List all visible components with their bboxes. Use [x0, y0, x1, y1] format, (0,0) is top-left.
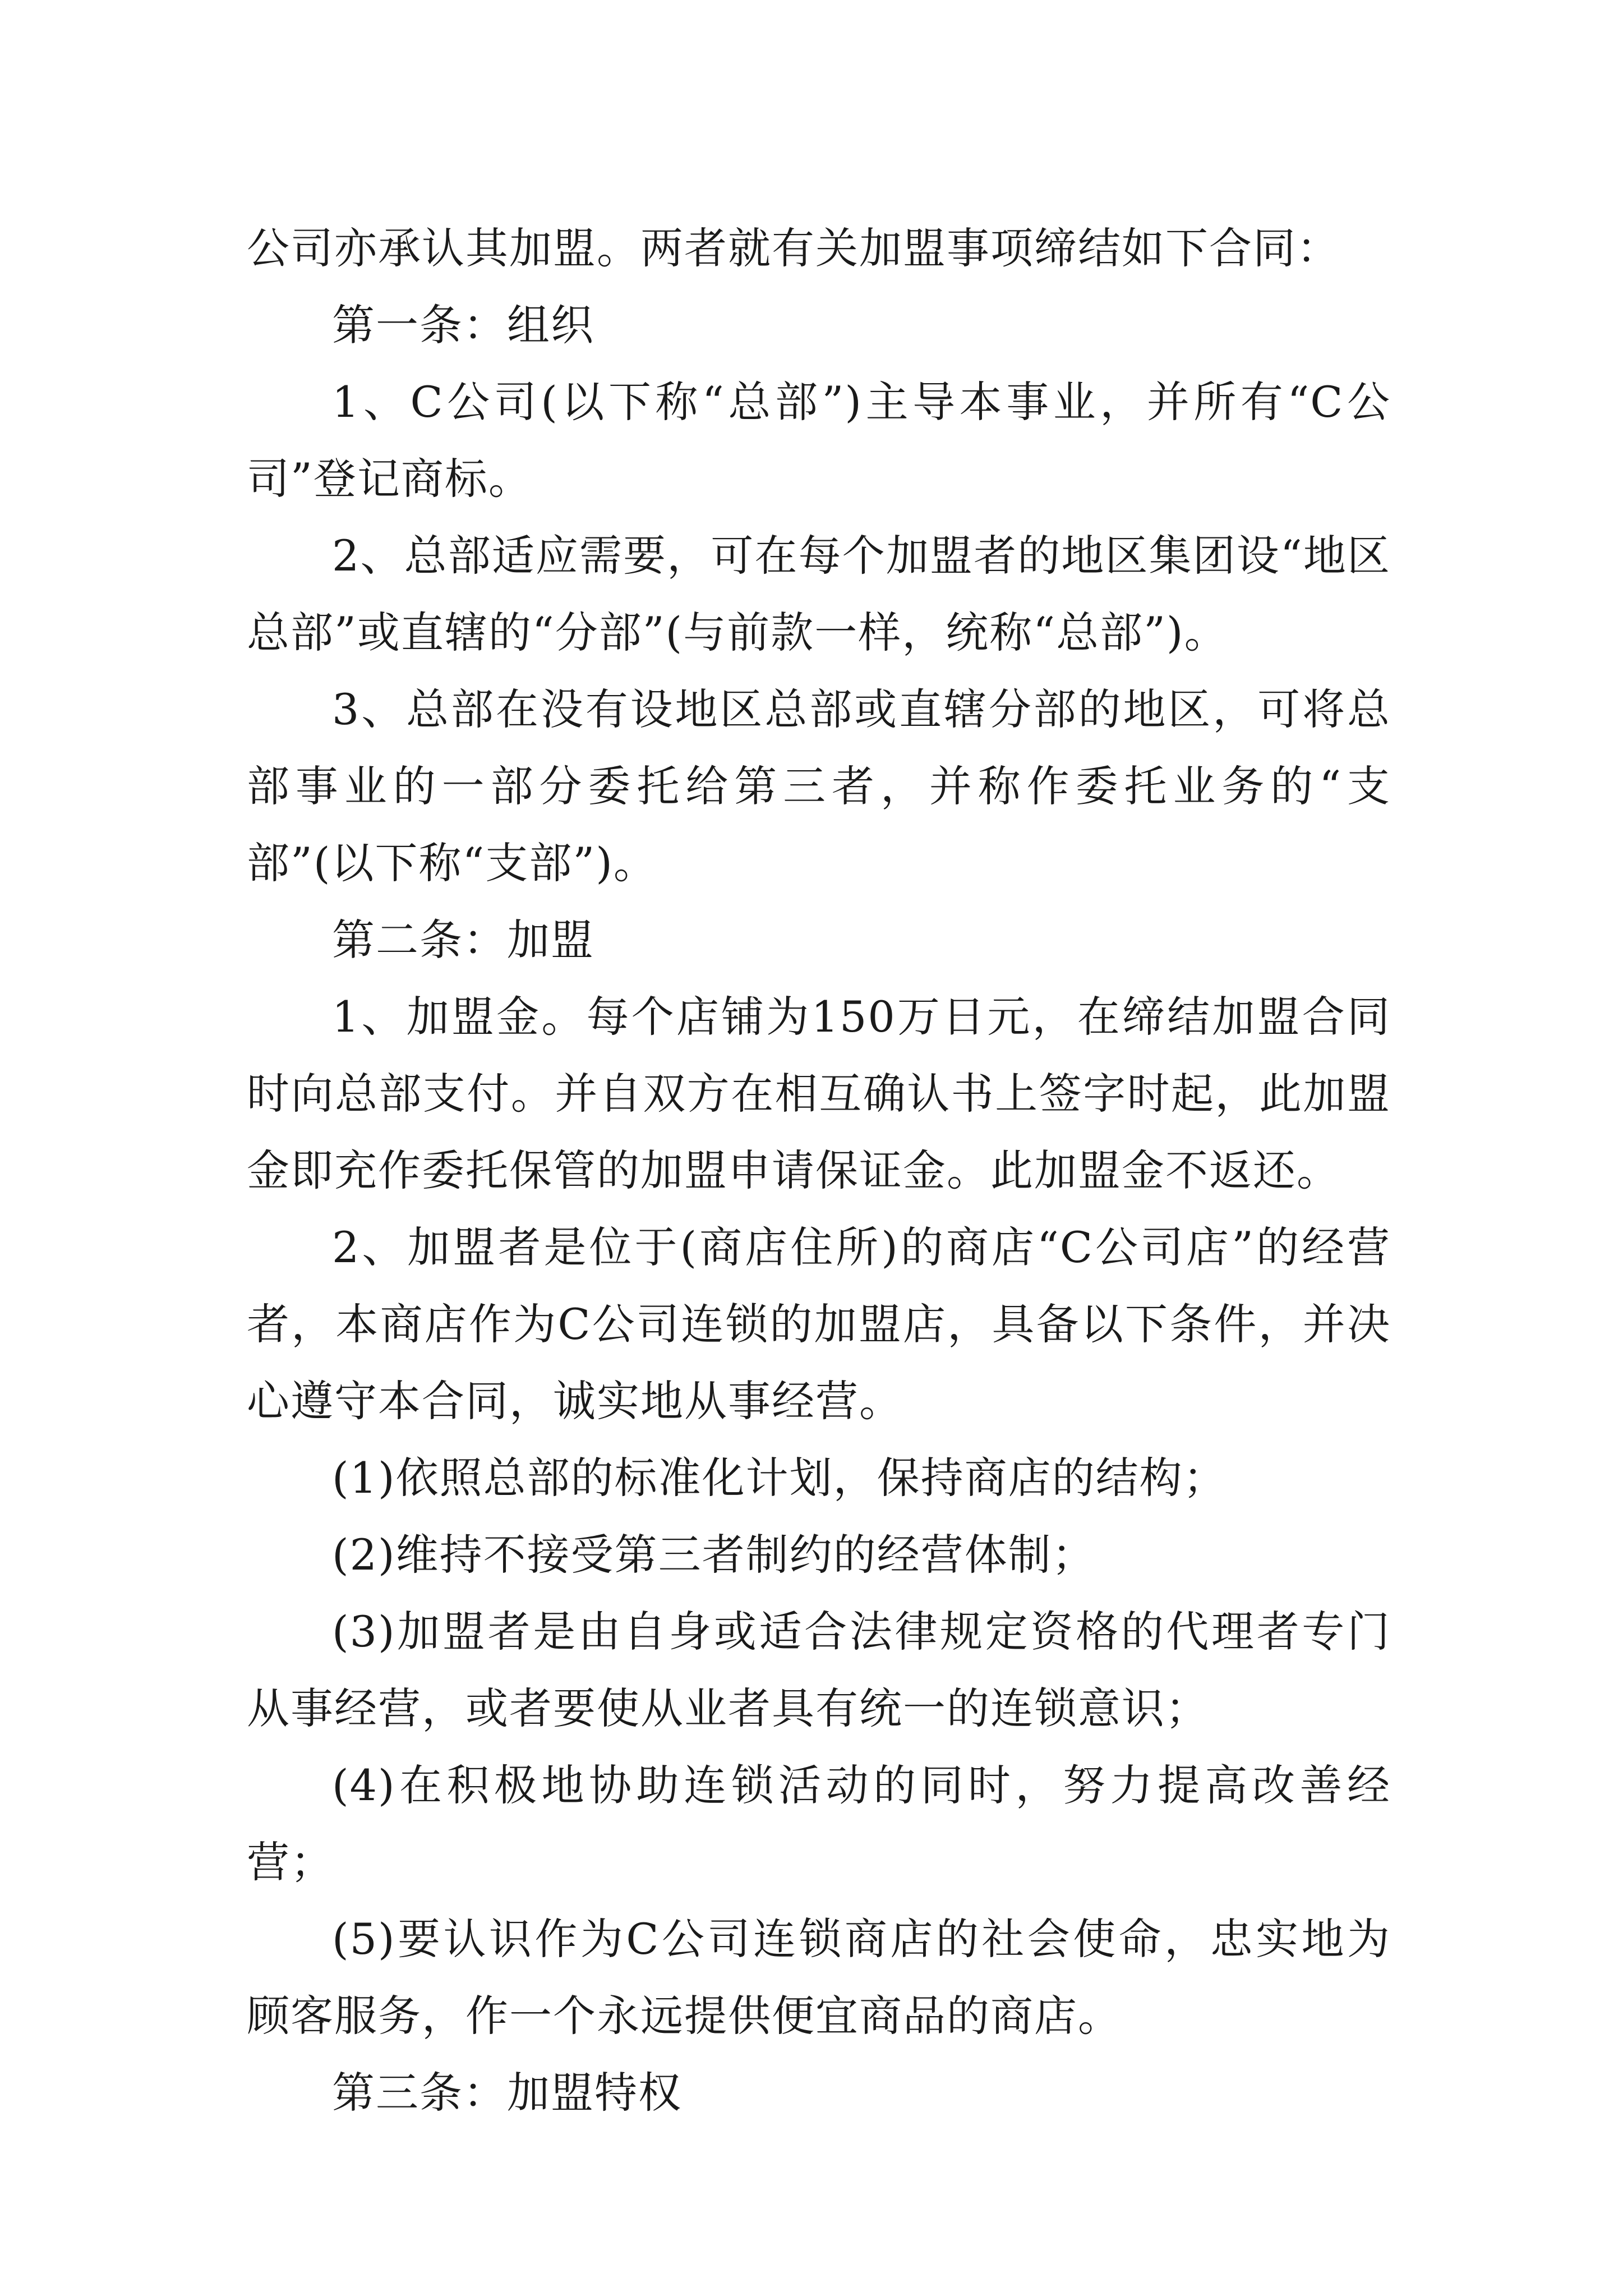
paragraph: 公司亦承认其加盟。两者就有关加盟事项缔结如下合同： — [247, 223, 1340, 273]
paragraph: 2、总部适应需要，可在每个加盟者的地区集团设“地区总部”或直辖的“分部”(与前款一样，统称“总部”)。 — [247, 531, 1391, 657]
article-heading: 第一条：组织 — [332, 300, 594, 350]
list-item: (4)在积极地协助连锁活动的同时，努力提高改善经营； — [247, 1760, 1391, 1887]
list-item: (5)要认识作为C公司连锁商店的社会使命，忠实地为顾客服务，作一个永远提供便宜商品的商店。 — [247, 1914, 1391, 2041]
paragraph: 1、加盟金。每个店铺为150万日元，在缔结加盟合同时向总部支付。并自双方在相互确认书上签字时起，此加盟金即充作委托保管的加盟申请保证金。此加盟金不返还。 — [247, 992, 1391, 1195]
article-heading: 第二条：加盟 — [332, 915, 594, 965]
list-item: (1)依照总部的标准化计划，保持商店的结构； — [332, 1453, 1227, 1503]
paragraph: 3、总部在没有设地区总部或直辖分部的地区，可将总部事业的一部分委托给第三者，并称作委托业务的“支部”(以下称“支部”)。 — [247, 684, 1391, 888]
paragraph: 2、加盟者是位于(商店住所)的商店“C公司店”的经营者，本商店作为C公司连锁的加盟店，具备以下条件，并决心遵守本合同，诚实地从事经营。 — [247, 1222, 1391, 1426]
list-item: (2)维持不接受第三者制约的经营体制； — [332, 1530, 1096, 1580]
paragraph: 1、C公司(以下称“总部”)主导本事业，并所有“C公司”登记商标。 — [247, 377, 1391, 504]
document-body — [247, 210, 1391, 2131]
list-item: (3)加盟者是由自身或适合法律规定资格的代理者专门从事经营，或者要使从业者具有统一的连锁意识； — [247, 1607, 1391, 1733]
article-heading: 第三条：加盟特权 — [332, 2068, 682, 2118]
